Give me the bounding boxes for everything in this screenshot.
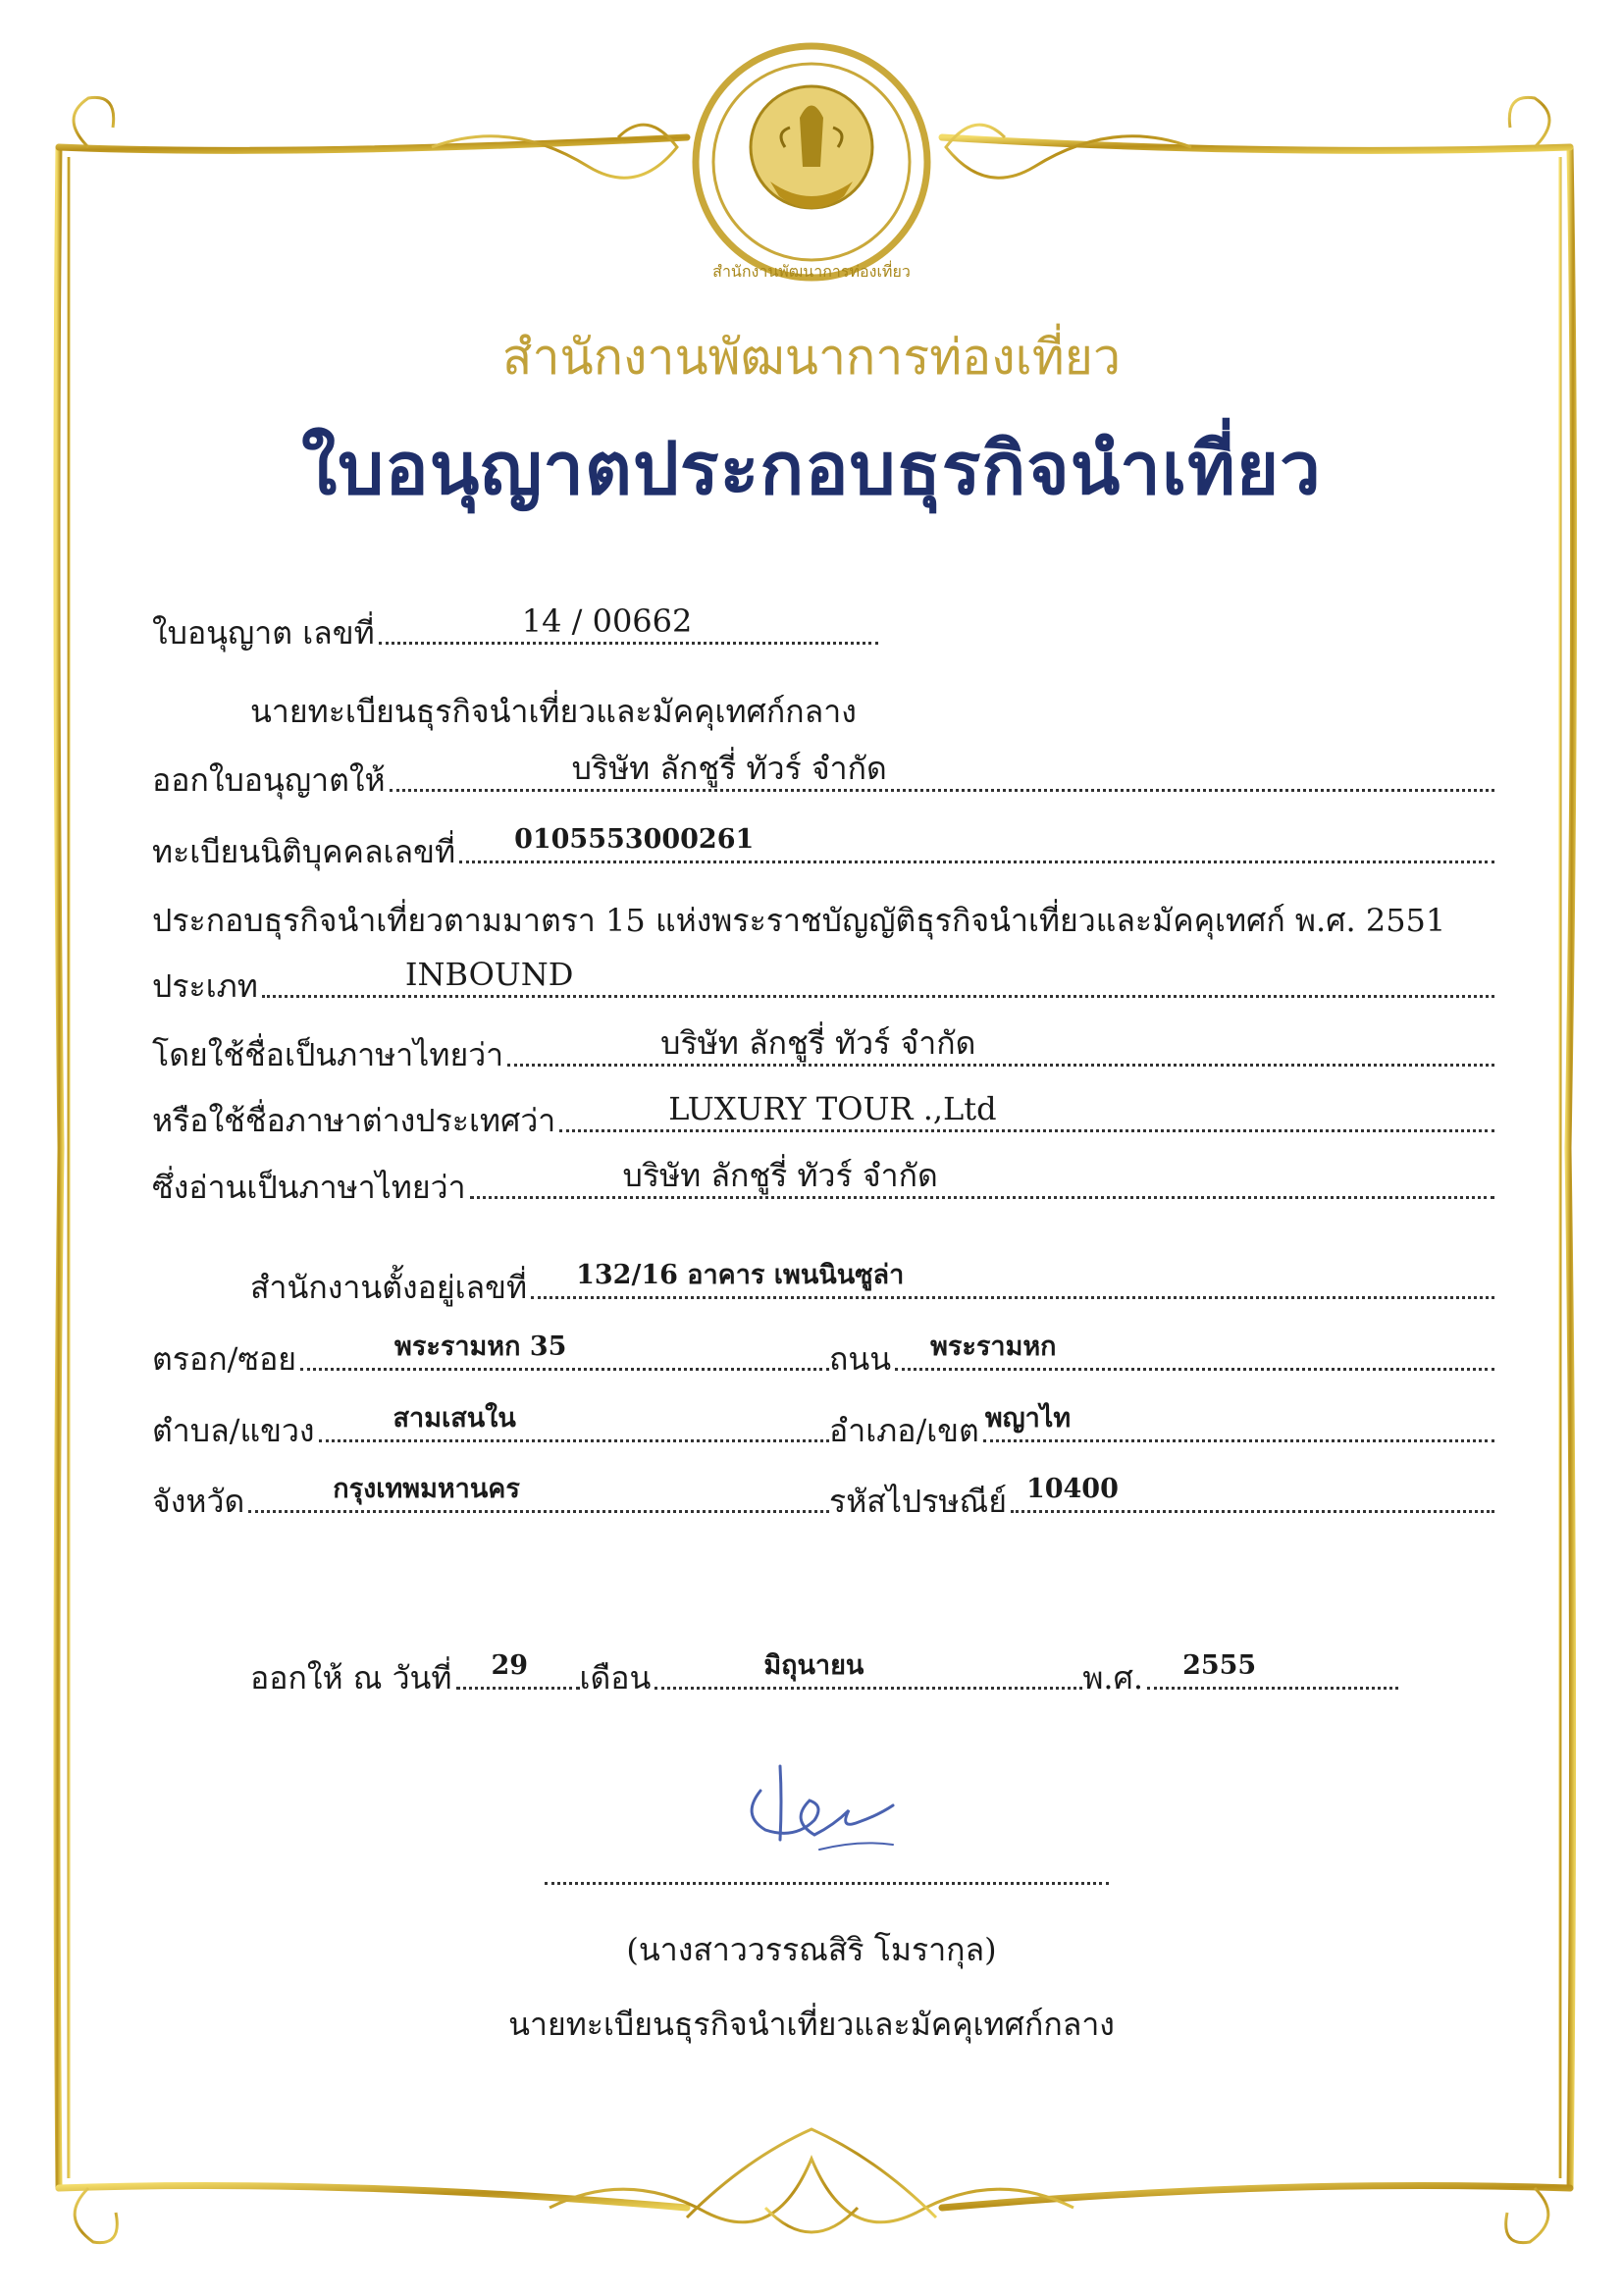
issue-month-value: มิถุนายน bbox=[763, 1650, 864, 1681]
district-row bbox=[829, 1403, 1494, 1450]
reading-row bbox=[152, 1157, 1494, 1207]
office-value: 132/16 อาคาร เพนนินซูล่า bbox=[576, 1260, 905, 1290]
district-value: พญาไท bbox=[984, 1403, 1072, 1434]
signature-image bbox=[721, 1761, 898, 1869]
reading-label: ซึ่งอ่านเป็นภาษาไทยว่า bbox=[152, 1169, 466, 1206]
office-label: สำนักงานตั้งอยู่เลขที่ bbox=[250, 1269, 528, 1306]
document-title: ใบอนุญาตประกอบธุรกิจนำเที่ยว bbox=[301, 427, 1322, 511]
organization-name: สำนักงานพัฒนาการท่องเที่ยว bbox=[501, 329, 1122, 386]
type-row bbox=[152, 956, 1494, 1006]
registrar-line: นายทะเบียนธุรกิจนำเที่ยวและมัคคุเทศก์กลาง bbox=[250, 693, 857, 730]
type-label: ประเภท bbox=[152, 967, 258, 1005]
subdistrict-label: ตำบล/แขวง bbox=[152, 1412, 315, 1449]
foreign-name-row bbox=[152, 1090, 1494, 1140]
province-label: จังหวัด bbox=[152, 1483, 245, 1520]
thai-name-row bbox=[152, 1024, 1494, 1074]
postcode-label: รหัสไปรษณีย์ bbox=[829, 1483, 1007, 1520]
road-value: พระรามหก bbox=[930, 1331, 1057, 1362]
issue-year-value: 2555 bbox=[1182, 1650, 1257, 1681]
postcode-value: 10400 bbox=[1025, 1474, 1119, 1504]
issue-month-label: เดือน bbox=[579, 1659, 652, 1696]
foreign-name-label: หรือใช้ชื่อภาษาต่างประเทศว่า bbox=[152, 1102, 556, 1139]
issued-to-value: บริษัท ลักชูรี่ ทัวร์ จำกัด bbox=[571, 750, 887, 787]
office-row bbox=[250, 1260, 1494, 1307]
issue-date-label: ออกให้ ณ วันที่ bbox=[250, 1659, 452, 1696]
province-value: กรุงเทพมหานคร bbox=[333, 1474, 520, 1504]
type-value: INBOUND bbox=[404, 956, 574, 993]
subdistrict-row bbox=[152, 1403, 829, 1450]
thai-name-value: บริษัท ลักชูรี่ ทัวร์ จำกัด bbox=[660, 1024, 976, 1062]
issue-day-value: 29 bbox=[491, 1650, 529, 1681]
reading-value: บริษัท ลักชูรี่ ทัวร์ จำกัด bbox=[622, 1157, 938, 1194]
juristic-label: ทะเบียนนิติบุคคลเลขที่ bbox=[152, 833, 456, 870]
statute-line: ประกอบธุรกิจนำเที่ยวตามมาตรา 15 แห่งพระราชบัญญัติธุรกิจนำเที่ยวและมัคคุเทศก์ พ.ศ. 2551 bbox=[152, 902, 1446, 939]
issue-date-row bbox=[250, 1650, 1398, 1697]
license-number-row bbox=[152, 602, 878, 652]
seal-text: สำนักงานพัฒนาการท่องเที่ยว bbox=[712, 262, 911, 281]
thai-name-label: โดยใช้ชื่อเป็นภาษาไทยว่า bbox=[152, 1036, 504, 1073]
juristic-row bbox=[152, 824, 1494, 871]
soi-value: พระรามหก 35 bbox=[394, 1331, 567, 1362]
juristic-value: 0105553000261 bbox=[514, 824, 755, 855]
issued-to-label: ออกใบอนุญาตให้ bbox=[152, 761, 386, 799]
soi-label: ตรอก/ซอย bbox=[152, 1340, 297, 1378]
province-row bbox=[152, 1474, 829, 1521]
signatory-title: นายทะเบียนธุรกิจนำเที่ยวและมัคคุเทศก์กลาง bbox=[508, 2006, 1115, 2043]
road-row bbox=[829, 1331, 1494, 1379]
foreign-name-value: LUXURY TOUR .,Ltd bbox=[668, 1090, 997, 1127]
issue-year-label: พ.ศ. bbox=[1082, 1659, 1144, 1696]
signature-line bbox=[545, 1872, 1109, 1885]
soi-row bbox=[152, 1331, 829, 1379]
seal-emblem bbox=[696, 46, 927, 278]
license-number-value: 14 / 00662 bbox=[521, 602, 693, 640]
postcode-row bbox=[829, 1474, 1494, 1521]
district-label: อำเภอ/เขต bbox=[829, 1412, 979, 1449]
signatory-name: (นางสาววรรณสิริ โมรากุล) bbox=[626, 1931, 997, 1968]
issued-to-row bbox=[152, 750, 1494, 800]
subdistrict-value: สามเสนใน bbox=[393, 1403, 516, 1434]
license-number-label: ใบอนุญาต เลขที่ bbox=[152, 614, 375, 652]
road-label: ถนน bbox=[829, 1340, 892, 1378]
